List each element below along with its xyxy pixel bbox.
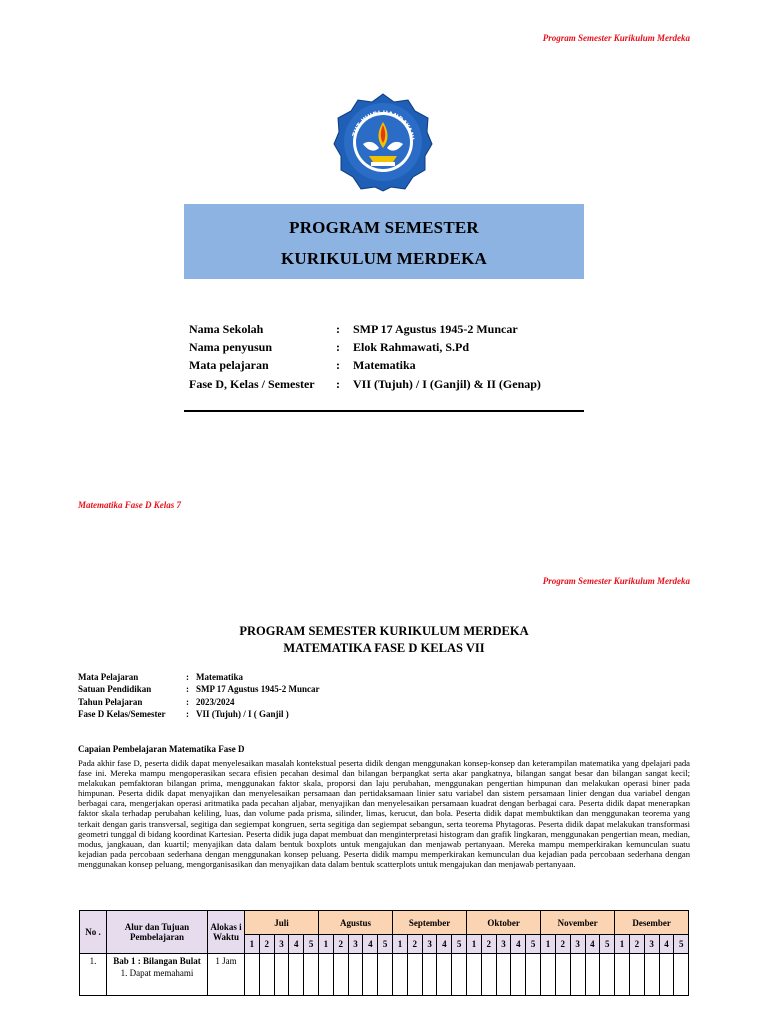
divider [184,410,584,412]
schedule-cell [363,954,378,996]
title-line-1: PROGRAM SEMESTER [289,218,479,237]
meta-row [78,708,320,720]
schedule-cell [274,954,289,996]
page-header: Program Semester Kurikulum Merdeka [542,33,690,43]
info-label: Mata pelajaran [189,358,269,373]
schedule-cell [541,954,556,996]
col-alur-header: Alur dan Tujuan Pembelajaran [107,911,208,954]
schedule-cell [348,954,363,996]
info-row [189,320,541,338]
row-alur [107,954,208,996]
week-cell: 5 [452,935,467,954]
meta-info [78,671,320,720]
schedule-cell [452,954,467,996]
bab-sub: 1. Dapat memahami [120,968,194,978]
info-colon: : [336,339,340,354]
schedule-cell [245,954,260,996]
week-cell: 5 [378,935,393,954]
schedule-cell [629,954,644,996]
meta-label: Fase D Kelas/Semester [78,709,166,720]
col-alokasi-header: Alokas i Waktu [208,911,245,954]
schedule-cell [585,954,600,996]
schedule-cell [555,954,570,996]
info-label: Nama Sekolah [189,321,264,336]
meta-row [78,696,320,708]
week-cell: 4 [585,935,600,954]
schedule-cell [481,954,496,996]
meta-label: Satuan Pendidikan [78,684,152,695]
meta-row [78,683,320,695]
info-row [189,375,541,393]
info-row [189,357,541,375]
schedule-cell [437,954,452,996]
schedule-cell [333,954,348,996]
info-value: VII (Tujuh) / I (Ganjil) & II (Genap) [353,376,541,391]
meta-value: SMP 17 Agustus 1945-2 Muncar [196,684,320,695]
meta-label: Mata Pelajaran [78,672,139,683]
schedule-cell [674,954,689,996]
schedule-cell [319,954,334,996]
schedule-cell [304,954,319,996]
info-colon: : [336,358,340,373]
week-cell: 4 [437,935,452,954]
schedule-cell [526,954,541,996]
info-label: Nama penyusun [189,339,273,354]
schedule-cell [570,954,585,996]
week-cell: 2 [629,935,644,954]
schedule-cell [378,954,393,996]
week-cell: 2 [407,935,422,954]
schedule-cell [422,954,437,996]
week-cell: 4 [289,935,304,954]
info-label: Fase D, Kelas / Semester [189,376,315,391]
title-line-2: KURIKULUM MERDEKA [281,249,487,268]
month-header: Agustus [319,911,393,935]
info-value: SMP 17 Agustus 1945-2 Muncar [353,321,518,336]
month-header: Oktober [467,911,541,935]
info-value: Elok Rahmawati, S.Pd [353,339,470,354]
month-header: Juli [245,911,319,935]
meta-colon: : [186,672,189,683]
week-cell: 5 [600,935,615,954]
meta-colon: : [186,696,189,707]
week-cell: 4 [659,935,674,954]
page-header: Program Semester Kurikulum Merdeka [542,576,690,586]
week-cell: 3 [644,935,659,954]
schedule-cell [289,954,304,996]
week-cell: 5 [674,935,689,954]
week-cell: 1 [319,935,334,954]
schedule-cell [496,954,511,996]
week-cell: 3 [570,935,585,954]
svg-text:TUT WURI HANDAYANI: TUT WURI HANDAYANI [351,109,415,141]
schedule-cell [615,954,630,996]
cp-paragraph: Pada akhir fase D, peserta didik dapat menyelesaikan masalah kontekstual peserta didik dengan menggunakan konsep-konsep dan keterampilan matematika yang dpelajari pada fase ini. Mereka mampu mengoperasikan secara efisien pecahan desimal dan bilangan berpangkat serta akar pangkatnya, bilangan sangat besar dan bilangan sangat kecil; melakukan pemfaktoran bilangan prima, menggunakan faktor skala, proporsi dan laju perubahan, menggunakan pengertian himpunan dan melakukan operasi biner pada himpunan. Peserta didik dapat menyajikan dan menyelesaikan persamaan dan pertidaksamaan linier satu variabel dan sistem persamaan linier dengan dua variabel dengan berbagai cara, mengerjakan operasi aritmatika pada pecahan aljabar, menyajikan dan menyelesaikan persamaan kuadrat dengan berbagai cara. Peserta didik dapat menerapkan faktor skala terhadap perubahan keliling, luas, dan volume pada prisma, silinder, limas, kerucut, dan bola. Peserta didik dapat membuktikan dan menggunakan teorema yang terkait dengan garis transversal, segitiga dan segiempat kongruen, serta segitiga dan segiempat sebangun, serta teorema Phytagoras. Peserta didik dapat melakukan transformasi geometri tunggal di bidang koordinat Kartesian. Peserta didik juga dapat membuat dan menginterpretasi histogram dan grafik lingkaran, menggunakan pengertian mean, median, modus, jangkauan, dan kuartil; menyajikan data dalam bentuk boxplots untuk mengajukan dan menjawab pertanyaan. Mereka mampu memperkirakan kemunculan suatu kejadian pada percobaan sederhana dengan menggunakan konsep peluang. Peserta didik mampu memperkirakan kemunculan dua kejadian pada percobaan sederhana dengan menggunakan konsep peluang, mengorganisasikan dan menyajikan data dalam bentuk scatterplots untuk mengajukan dan menjawab pertanyaan. [78,758,690,869]
table-row [80,954,689,996]
meta-row [78,671,320,683]
info-colon: : [336,376,340,391]
schedule-cell [407,954,422,996]
week-cell: 1 [393,935,408,954]
meta-value: Matematika [196,672,243,683]
meta-value: 2023/2024 [196,696,235,707]
schedule-cell [259,954,274,996]
week-cell: 2 [259,935,274,954]
cp-heading: Capaian Pembelajaran Matematika Fase D [78,744,245,754]
week-cell: 1 [615,935,630,954]
col-no-header: No . [80,911,107,954]
week-cell: 2 [333,935,348,954]
month-header: Desember [615,911,689,935]
row-no: 1. [80,954,107,996]
title-banner [184,204,584,279]
document-title: PROGRAM SEMESTER KURIKULUM MERDEKA [239,624,529,638]
schedule-cell [644,954,659,996]
week-cell: 5 [304,935,319,954]
week-cell: 5 [526,935,541,954]
week-cell: 1 [245,935,260,954]
row-alokasi: 1 Jam [208,954,245,996]
week-cell: 3 [348,935,363,954]
week-cell: 1 [467,935,482,954]
week-cell: 3 [422,935,437,954]
week-cell: 3 [496,935,511,954]
schedule-cell [393,954,408,996]
meta-label: Tahun Pelajaran [78,696,143,707]
week-cell: 4 [363,935,378,954]
week-cell: 3 [274,935,289,954]
tut-wuri-handayani-logo [333,92,433,192]
cover-info [189,320,541,393]
document-subtitle: MATEMATIKA FASE D KELAS VII [283,641,485,655]
week-cell: 4 [511,935,526,954]
meta-colon: : [186,684,189,695]
info-value: Matematika [353,358,416,373]
meta-value: VII (Tujuh) / I ( Ganjil ) [196,709,289,720]
info-row [189,338,541,356]
schedule-table [79,910,689,996]
schedule-cell [659,954,674,996]
schedule-cell [467,954,482,996]
month-header: September [393,911,467,935]
page-footer: Matematika Fase D Kelas 7 [78,500,181,510]
meta-colon: : [186,709,189,720]
schedule-cell [600,954,615,996]
bab-title: Bab 1 : Bilangan Bulat [113,956,201,966]
schedule-cell [511,954,526,996]
week-cell: 1 [541,935,556,954]
month-header: November [541,911,615,935]
week-cell: 2 [555,935,570,954]
week-cell: 2 [481,935,496,954]
info-colon: : [336,321,340,336]
